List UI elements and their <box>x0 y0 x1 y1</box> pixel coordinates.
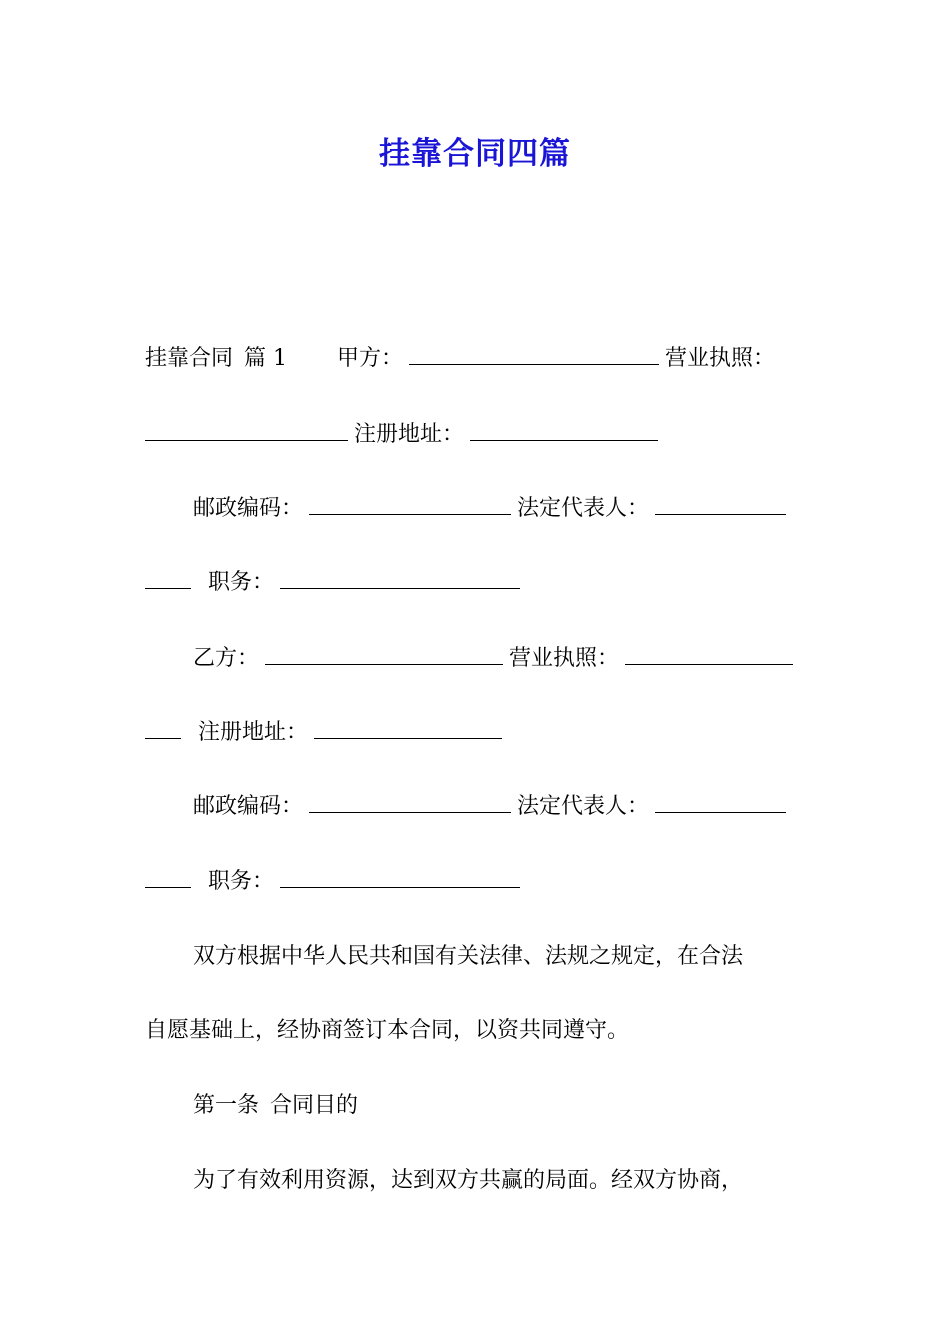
party-a-header-line <box>145 342 815 376</box>
party-b-legal-rep-blank-cont[interactable] <box>145 867 191 888</box>
party-a-position-label: 职务： <box>208 570 275 595</box>
article-1-text: 为了有效利用资源，达到双方共赢的局面。经双方协商， <box>193 1168 744 1193</box>
contract-heading: 挂靠合同 <box>145 346 234 371</box>
preamble-line-2 <box>145 1014 815 1048</box>
preamble-text-2: 自愿基础上，经协商签订本合同，以资共同遵守。 <box>145 1018 630 1043</box>
article-1-heading <box>145 1089 863 1123</box>
party-b-label: 乙方： <box>193 646 260 671</box>
party-b-license-blank-cont[interactable] <box>145 718 181 739</box>
party-b-postcode-label: 邮政编码： <box>193 794 304 819</box>
party-a-legal-rep-blank[interactable] <box>655 494 786 515</box>
party-b-header-line <box>145 642 863 676</box>
party-b-position-blank[interactable] <box>280 867 520 888</box>
party-b-position-line <box>145 865 815 899</box>
party-a-postcode-line <box>145 492 863 526</box>
party-b-license-label: 营业执照： <box>509 646 620 671</box>
party-a-position-blank[interactable] <box>280 568 520 589</box>
party-b-blank[interactable] <box>265 644 503 665</box>
party-a-postcode-label: 邮政编码： <box>193 496 304 521</box>
party-b-postcode-line <box>145 790 863 824</box>
party-a-legal-rep-blank-cont[interactable] <box>145 568 191 589</box>
party-b-address-label: 注册地址： <box>198 720 309 745</box>
party-a-address-blank[interactable] <box>470 420 658 441</box>
party-a-address-line <box>145 418 815 452</box>
party-a-blank[interactable] <box>409 344 659 365</box>
party-a-postcode-blank[interactable] <box>309 494 511 515</box>
party-a-address-label: 注册地址： <box>354 422 465 447</box>
party-a-label: 甲方： <box>337 346 404 371</box>
party-b-postcode-blank[interactable] <box>309 792 511 813</box>
contract-piece-number: 篇 1 <box>244 346 288 371</box>
party-b-position-label: 职务： <box>208 869 275 894</box>
preamble-line-1 <box>145 940 863 974</box>
article-title: 合同目的 <box>270 1093 359 1118</box>
party-b-legal-rep-blank[interactable] <box>655 792 786 813</box>
party-b-address-blank[interactable] <box>314 718 502 739</box>
party-b-legal-rep-label: 法定代表人： <box>517 794 650 819</box>
document-title: 挂靠合同四篇 <box>379 136 571 172</box>
party-a-license-label: 营业执照： <box>665 346 776 371</box>
party-a-legal-rep-label: 法定代表人： <box>517 496 650 521</box>
party-a-license-blank[interactable] <box>145 420 348 441</box>
article-1-body-line-1 <box>145 1164 863 1198</box>
party-b-license-blank[interactable] <box>625 644 793 665</box>
preamble-text-1: 双方根据中华人民共和国有关法律、法规之规定，在合法 <box>193 944 744 969</box>
party-b-address-line <box>145 716 815 750</box>
party-a-position-line <box>145 566 815 600</box>
article-number: 第一条 <box>193 1093 260 1118</box>
